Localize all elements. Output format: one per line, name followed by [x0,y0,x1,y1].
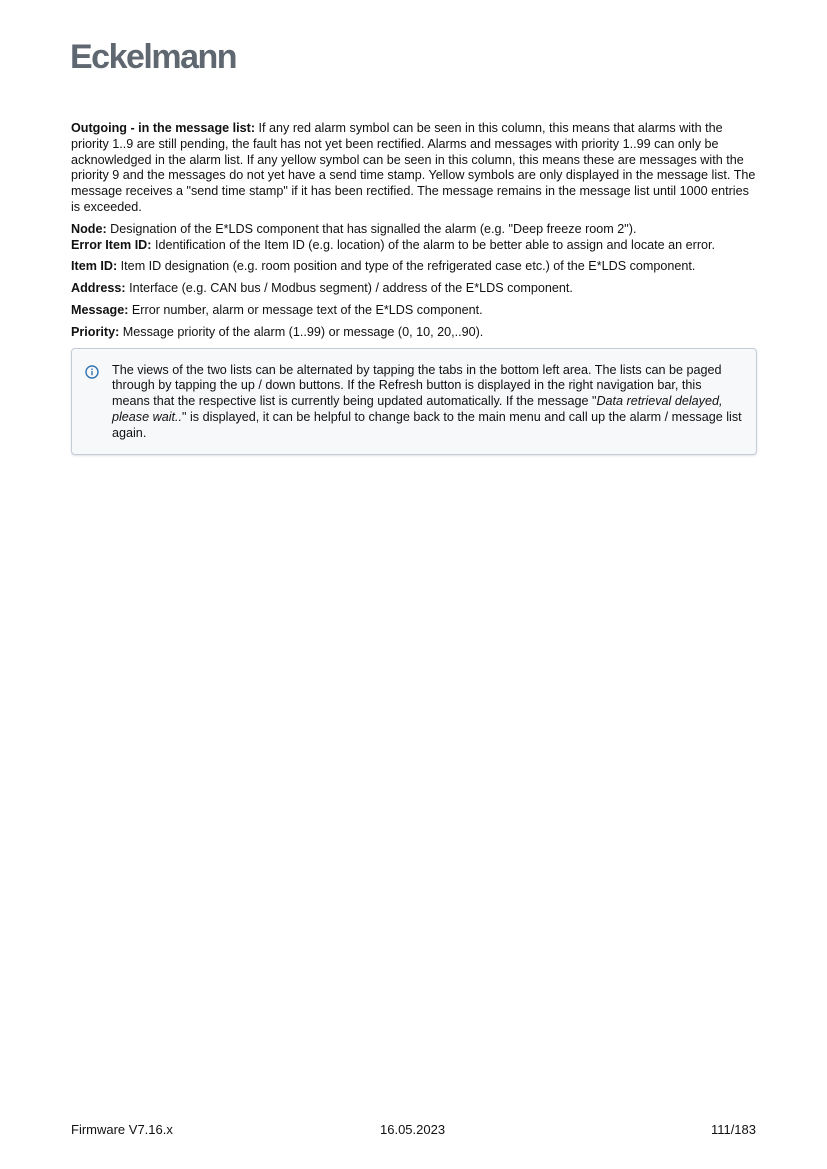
definition-text: Message priority of the alarm (1..99) or message (0, 10, 20,..90). [119,324,484,339]
definition-error-item-id [71,238,757,254]
definition-item-id [71,259,757,275]
definition-text: Identification of the Item ID (e.g. location) of the alarm to be better able to assign and locate an error. [151,237,716,252]
definition-term: Item ID: [71,259,118,274]
company-logo: Eckelmann [70,38,237,76]
definition-text: Interface (e.g. CAN bus / Modbus segment) / address of the E*LDS component. [125,281,573,296]
definition-term: Priority: [71,324,120,339]
definition-text: Item ID designation (e.g. room position and type of the refrigerated case etc.) of the E*LDS component. [117,259,696,274]
definition-term: Error Item ID: [71,237,152,252]
info-note-italic: Data retrieval delayed, please wait.. [112,394,723,424]
footer-firmware: Firmware V7.16.x [71,1122,173,1137]
definition-text: Designation of the E*LDS component that has signalled the alarm (e.g. "Deep freeze room 2"). [106,221,637,236]
info-icon [85,365,99,379]
definition-address [71,281,757,297]
definition-priority [71,325,757,341]
info-note-box [71,348,757,455]
definition-term: Node: [71,221,107,236]
definition-message [71,303,757,319]
definition-term: Message: [71,302,129,317]
definition-text: Error number, alarm or message text of the E*LDS component. [128,302,483,317]
document-body [71,121,757,455]
footer-date: 16.05.2023 [380,1122,446,1137]
definition-term: Address: [71,281,126,296]
info-note-text: The views of the two lists can be alternated by tapping the tabs in the bottom left area. The lists can be paged through by tapping the up / down buttons. If the Refresh button is displayed in the right navigation bar, this means that the respective list is currently being updated automatically. If the message "Data retrieval delayed, please wait.." is displayed, it can be helpful to change back to the main menu and call up the alarm / message list again. [112,362,742,440]
definition-node [71,222,757,238]
footer-page-number: 111/183 [710,1122,756,1137]
definition-outgoing [71,121,757,216]
definition-text: If any red alarm symbol can be seen in this column, this means that alarms with the priority 1..9 are still pending, the fault has not yet been rectified. Alarms and messages with priority 1..99 can only be acknowledged in the alarm list. If any yellow symbol can be seen in this column, this means these are messages with the priority 9 and the messages do not yet have a send time stamp. Yellow symbols are only displayed in the message list. The message receives a "send time stamp" if it has been rectified. The message remains in the message list until 1000 entries is exceeded. [71,121,756,214]
definition-term: Outgoing - in the message list: [71,121,256,135]
